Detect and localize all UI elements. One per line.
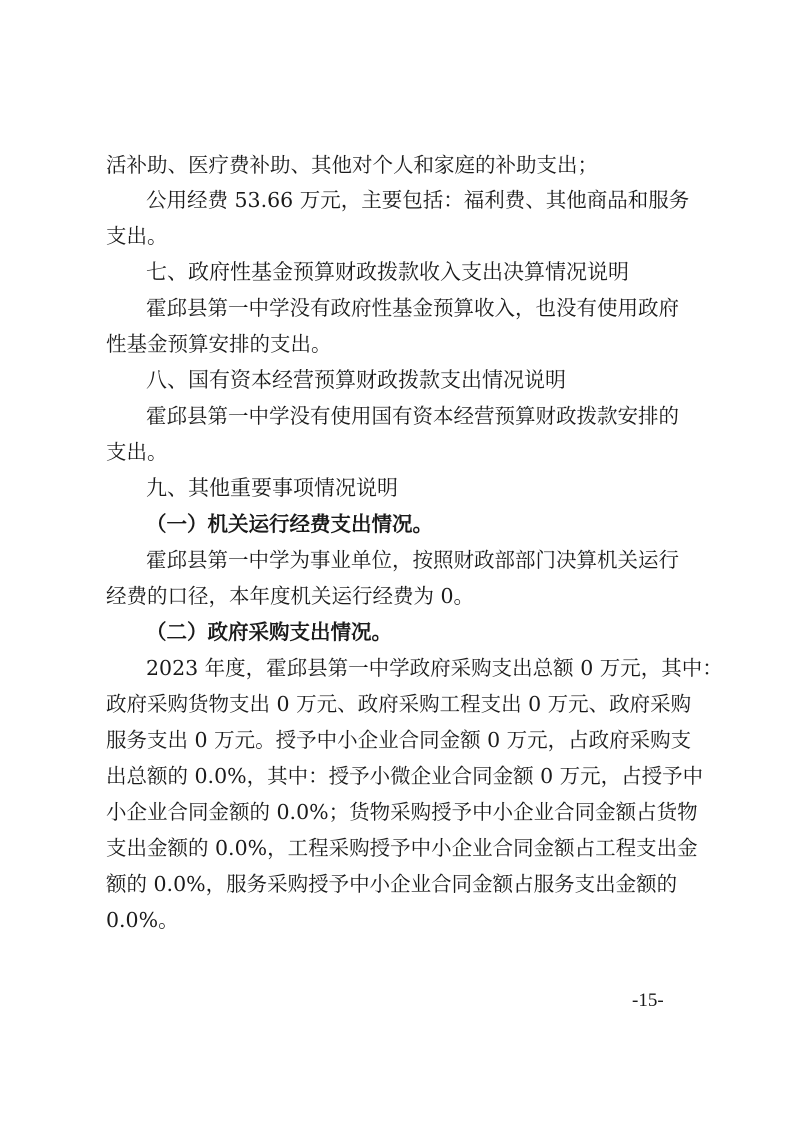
section-heading: 七、政府性基金预算财政拨款收入支出决算情况说明: [146, 260, 629, 284]
text-line: 霍邱县第一中学没有政府性基金预算收入，也没有使用政府: [146, 296, 679, 320]
subsection-heading: （一）机关运行经费支出情况。: [146, 512, 433, 536]
text-line: 额的 0.0%，服务采购授予中小企业合同金额占服务支出金额的: [106, 872, 678, 896]
text-line: 出总额的 0.0%，其中：授予小微企业合同金额 0 万元，占授予中: [106, 764, 704, 788]
section-heading: 九、其他重要事项情况说明: [146, 476, 398, 500]
section-heading: 八、国有资本经营预算财政拨款支出情况说明: [146, 368, 566, 392]
text-line: 政府采购货物支出 0 万元、政府采购工程支出 0 万元、政府采购: [106, 692, 692, 716]
text-line: 支出。: [106, 440, 168, 464]
text-line: 性基金预算安排的支出。: [106, 332, 332, 356]
text-line: 0.0%。: [106, 908, 179, 932]
text-line: 公用经费 53.66 万元，主要包括：福利费、其他商品和服务: [146, 188, 690, 212]
subsection-heading: （二）政府采购支出情况。: [146, 620, 392, 644]
text-line: 服务支出 0 万元。授予中小企业合同金额 0 万元，占政府采购支: [106, 728, 692, 752]
text-line: 经费的口径，本年度机关运行经费为 0。: [106, 584, 475, 608]
page-number: -15-: [632, 990, 664, 1011]
text-line: 霍邱县第一中学为事业单位，按照财政部部门决算机关运行: [146, 548, 679, 572]
text-line: 小企业合同金额的 0.0%；货物采购授予中小企业合同金额占货物: [106, 800, 698, 824]
text-line: 霍邱县第一中学没有使用国有资本经营预算财政拨款安排的: [146, 404, 679, 428]
text-line: 支出。: [106, 224, 168, 248]
text-line: 支出金额的 0.0%，工程采购授予中小企业合同金额占工程支出金: [106, 836, 698, 860]
text-line: 活补助、医疗费补助、其他对个人和家庭的补助支出；: [106, 153, 598, 177]
text-line: 2023 年度，霍邱县第一中学政府采购支出总额 0 万元，其中：: [146, 656, 723, 680]
